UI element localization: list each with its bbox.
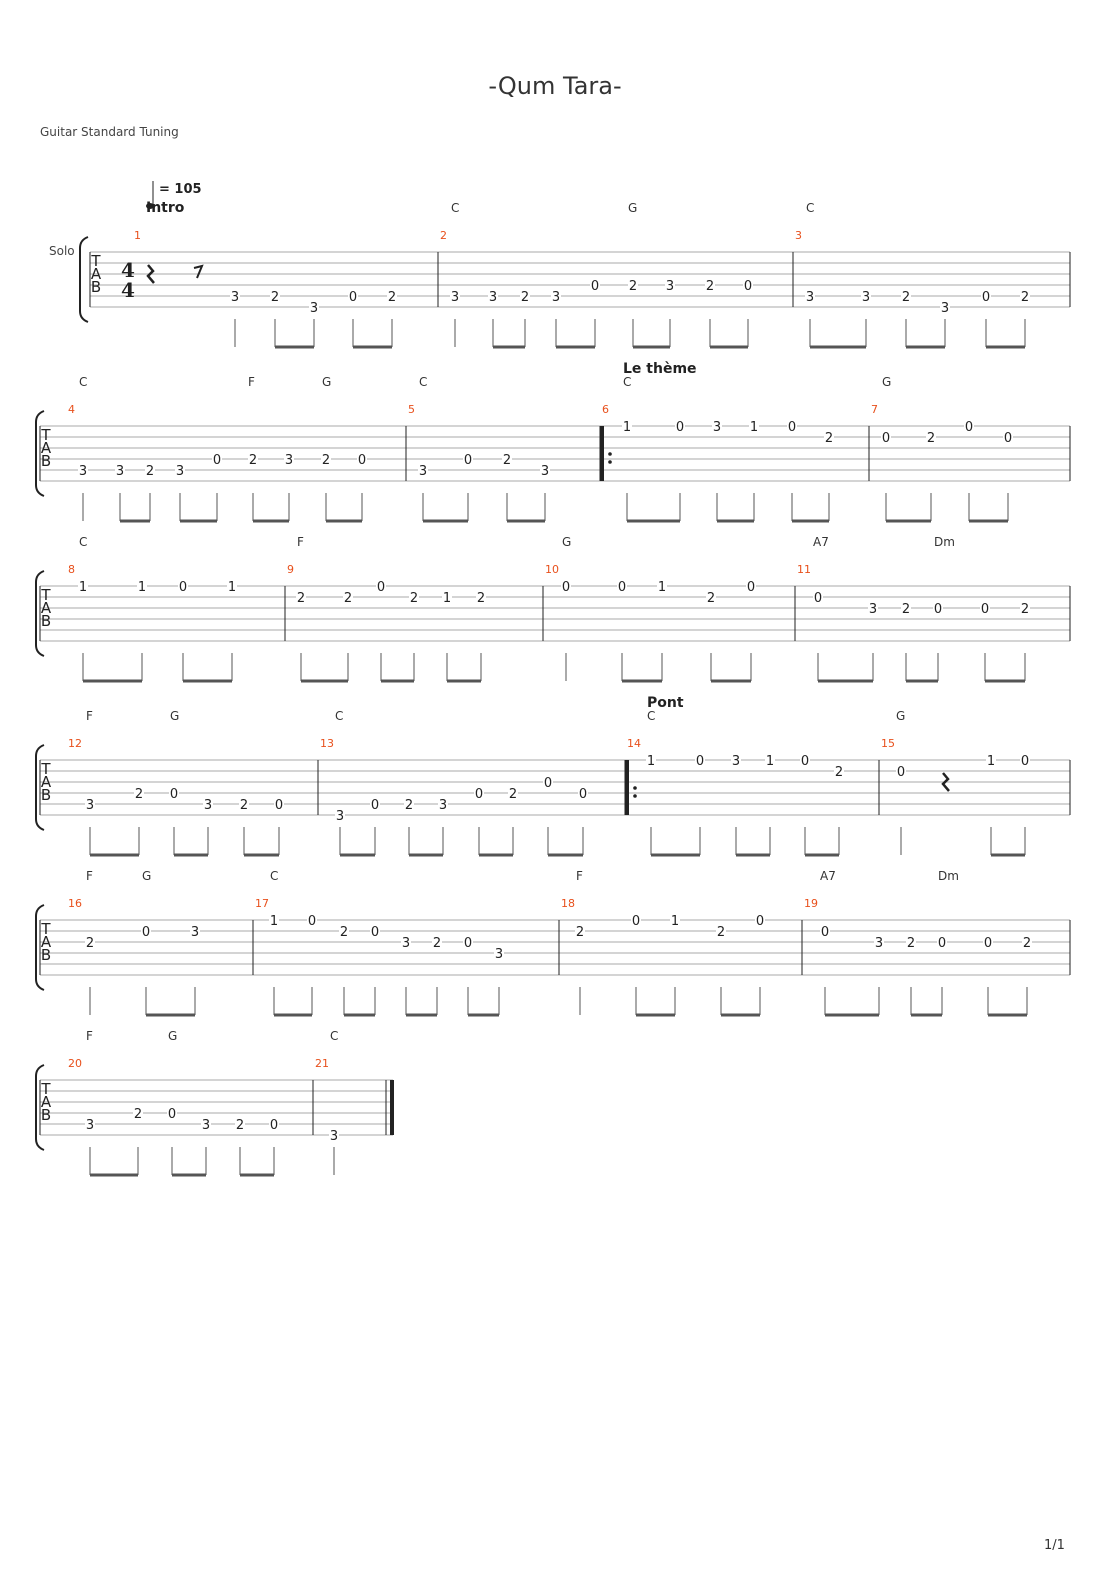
fret-number: 2: [133, 1107, 143, 1122]
fret-number: 2: [706, 591, 716, 606]
fret-number: 0: [755, 914, 765, 929]
fret-number: 2: [1022, 936, 1032, 951]
bar-number: 1: [134, 229, 141, 242]
fret-number: 3: [805, 290, 815, 305]
fret-number: 2: [85, 936, 95, 951]
fret-number: 0: [169, 787, 179, 802]
bar-number: 2: [440, 229, 447, 242]
chord-name: C: [623, 375, 632, 389]
fret-number: 3: [230, 290, 240, 305]
chord-name: G: [562, 535, 572, 549]
fret-number: 1: [986, 754, 996, 769]
fret-number: 0: [743, 279, 753, 294]
chord-name: C: [806, 201, 815, 215]
fret-number: 0: [964, 420, 974, 435]
fret-number: 2: [409, 591, 419, 606]
tab-clef-letter: B: [40, 946, 52, 964]
system-bracket: [80, 237, 88, 322]
tab-clef-letter: B: [40, 452, 52, 470]
time-signature-top: 4: [121, 258, 135, 282]
chord-name: Dm: [938, 869, 959, 883]
fret-number: 2: [145, 464, 155, 479]
fret-number: 0: [370, 798, 380, 813]
chord-name: F: [86, 869, 93, 883]
repeat-dot: [633, 786, 637, 790]
fret-number: 3: [861, 290, 871, 305]
fret-number: 1: [622, 420, 632, 435]
chord-name: A7: [813, 535, 829, 549]
fret-number: 3: [450, 290, 460, 305]
fret-number: 0: [746, 580, 756, 595]
bar-number: 14: [627, 737, 641, 750]
fret-number: 3: [868, 602, 878, 617]
fret-number: 0: [212, 453, 222, 468]
chord-name: C: [79, 535, 88, 549]
fret-number: 3: [731, 754, 741, 769]
tab-clef-letter: T: [41, 586, 51, 604]
fret-number: 0: [675, 420, 685, 435]
chord-name: C: [419, 375, 428, 389]
fret-number: 0: [376, 580, 386, 595]
track-name: Solo: [49, 244, 75, 258]
fret-number: 3: [438, 798, 448, 813]
chord-name: F: [248, 375, 255, 389]
tab-clef-letter: A: [40, 933, 52, 951]
bar-number: 15: [881, 737, 895, 750]
bar-number: 7: [871, 403, 878, 416]
fret-number: 0: [787, 420, 797, 435]
fret-number: 3: [201, 1118, 211, 1133]
bar-number: 13: [320, 737, 334, 750]
bar-number: 5: [408, 403, 415, 416]
fret-number: 1: [765, 754, 775, 769]
fret-number: 0: [178, 580, 188, 595]
bar-number: 8: [68, 563, 75, 576]
repeat-dot: [608, 460, 612, 464]
fret-number: 2: [476, 591, 486, 606]
fret-number: 1: [78, 580, 88, 595]
fret-number: 0: [590, 279, 600, 294]
fret-number: 3: [940, 301, 950, 316]
fret-number: 0: [141, 925, 151, 940]
bar-number: 10: [545, 563, 559, 576]
fret-number: 2: [628, 279, 638, 294]
bar-number: 18: [561, 897, 575, 910]
chord-name: F: [86, 1029, 93, 1043]
fret-number: 3: [203, 798, 213, 813]
fret-number: 2: [906, 936, 916, 951]
fret-number: 3: [418, 464, 428, 479]
fret-number: 1: [646, 754, 656, 769]
fret-number: 0: [813, 591, 823, 606]
fret-number: 1: [657, 580, 667, 595]
tab-clef-letter: A: [40, 1093, 52, 1111]
tempo-label: = 105: [159, 182, 202, 197]
fret-number: 2: [901, 290, 911, 305]
tuning-label: Guitar Standard Tuning: [40, 125, 179, 139]
repeat-dot: [633, 794, 637, 798]
fret-number: 1: [137, 580, 147, 595]
fret-number: 2: [716, 925, 726, 940]
bar-number: 3: [795, 229, 802, 242]
chord-name: G: [322, 375, 332, 389]
section-label: Intro: [146, 200, 185, 216]
tab-clef-letter: T: [41, 760, 51, 778]
fret-number: 3: [488, 290, 498, 305]
tab-clef-letter: A: [40, 439, 52, 457]
fret-number: 1: [442, 591, 452, 606]
fret-number: 3: [551, 290, 561, 305]
bar-number: 19: [804, 897, 818, 910]
fret-number: 0: [307, 914, 317, 929]
fret-number: 0: [167, 1107, 177, 1122]
chord-name: G: [628, 201, 638, 215]
fret-number: 0: [1020, 754, 1030, 769]
fret-number: 1: [227, 580, 237, 595]
fret-number: 3: [175, 464, 185, 479]
chord-name: C: [270, 869, 279, 883]
tab-clef-letter: A: [90, 265, 102, 283]
fret-number: 3: [665, 279, 675, 294]
fret-number: 0: [695, 754, 705, 769]
fret-number: 0: [820, 925, 830, 940]
fret-number: 2: [520, 290, 530, 305]
fret-number: 0: [896, 765, 906, 780]
chord-name: C: [79, 375, 88, 389]
fret-number: 2: [339, 925, 349, 940]
fret-number: 3: [712, 420, 722, 435]
fret-number: 2: [824, 431, 834, 446]
tab-clef-letter: T: [91, 252, 101, 270]
fret-number: 0: [578, 787, 588, 802]
fret-number: 0: [370, 925, 380, 940]
chord-name: F: [576, 869, 583, 883]
fret-number: 2: [508, 787, 518, 802]
bar-number: 9: [287, 563, 294, 576]
fret-number: 0: [881, 431, 891, 446]
fret-number: 0: [463, 936, 473, 951]
fret-number: 2: [134, 787, 144, 802]
chord-name: G: [882, 375, 892, 389]
bar-number: 4: [68, 403, 75, 416]
fret-number: 2: [1020, 290, 1030, 305]
fret-number: 0: [800, 754, 810, 769]
tab-clef-letter: A: [40, 773, 52, 791]
fret-number: 2: [834, 765, 844, 780]
fret-number: 0: [1003, 431, 1013, 446]
chord-name: G: [170, 709, 180, 723]
tab-clef-letter: B: [40, 1106, 52, 1124]
fret-number: 0: [357, 453, 367, 468]
chord-name: G: [142, 869, 152, 883]
fret-number: 3: [284, 453, 294, 468]
fret-number: 0: [463, 453, 473, 468]
chord-name: A7: [820, 869, 836, 883]
fret-number: 0: [269, 1118, 279, 1133]
fret-number: 3: [540, 464, 550, 479]
fret-number: 0: [933, 602, 943, 617]
tab-clef-letter: B: [90, 278, 102, 296]
fret-number: 3: [494, 947, 504, 962]
bar-number: 11: [797, 563, 811, 576]
chord-name: G: [896, 709, 906, 723]
fret-number: 0: [981, 290, 991, 305]
fret-number: 2: [1020, 602, 1030, 617]
fret-number: 3: [85, 798, 95, 813]
fret-number: 1: [670, 914, 680, 929]
repeat-dot: [608, 452, 612, 456]
tab-clef-letter: T: [41, 1080, 51, 1098]
fret-number: 1: [749, 420, 759, 435]
song-title: -Qum Tara-: [488, 72, 622, 100]
fret-number: 2: [248, 453, 258, 468]
bar-number: 6: [602, 403, 609, 416]
fret-number: 2: [404, 798, 414, 813]
fret-number: 3: [309, 301, 319, 316]
fret-number: 2: [270, 290, 280, 305]
fret-number: 3: [115, 464, 125, 479]
fret-number: 3: [874, 936, 884, 951]
page-number: 1/1: [1044, 1538, 1065, 1553]
chord-name: F: [86, 709, 93, 723]
fret-number: 2: [575, 925, 585, 940]
chord-name: C: [335, 709, 344, 723]
fret-number: 0: [980, 602, 990, 617]
fret-number: 3: [335, 809, 345, 824]
fret-number: 0: [348, 290, 358, 305]
fret-number: 2: [235, 1118, 245, 1133]
bar-number: 16: [68, 897, 82, 910]
tab-clef-letter: T: [41, 426, 51, 444]
chord-name: C: [451, 201, 460, 215]
fret-number: 3: [85, 1118, 95, 1133]
section-label: Pont: [647, 695, 684, 711]
chord-name: Dm: [934, 535, 955, 549]
fret-number: 2: [432, 936, 442, 951]
tab-clef-letter: A: [40, 599, 52, 617]
fret-number: 0: [561, 580, 571, 595]
fret-number: 3: [78, 464, 88, 479]
fret-number: 3: [190, 925, 200, 940]
section-label: Le thème: [623, 361, 697, 377]
time-signature-bottom: 4: [121, 278, 135, 302]
bar-number: 17: [255, 897, 269, 910]
fret-number: 2: [321, 453, 331, 468]
fret-number: 0: [543, 776, 553, 791]
fret-number: 3: [401, 936, 411, 951]
fret-number: 2: [926, 431, 936, 446]
fret-number: 0: [474, 787, 484, 802]
fret-number: 2: [901, 602, 911, 617]
tab-clef-letter: B: [40, 612, 52, 630]
fret-number: 1: [269, 914, 279, 929]
fret-number: 2: [502, 453, 512, 468]
fret-number: 2: [239, 798, 249, 813]
bar-number: 12: [68, 737, 82, 750]
chord-name: G: [168, 1029, 178, 1043]
bar-number: 21: [315, 1057, 329, 1070]
bar-number: 20: [68, 1057, 82, 1070]
fret-number: 0: [937, 936, 947, 951]
fret-number: 2: [296, 591, 306, 606]
tab-clef-letter: T: [41, 920, 51, 938]
fret-number: 0: [617, 580, 627, 595]
fret-number: 3: [329, 1129, 339, 1144]
fret-number: 2: [343, 591, 353, 606]
fret-number: 2: [705, 279, 715, 294]
fret-number: 2: [387, 290, 397, 305]
chord-name: F: [297, 535, 304, 549]
fret-number: 0: [983, 936, 993, 951]
eighth-rest: [194, 266, 202, 278]
fret-number: 0: [274, 798, 284, 813]
tab-clef-letter: B: [40, 786, 52, 804]
chord-name: C: [647, 709, 656, 723]
fret-number: 0: [631, 914, 641, 929]
chord-name: C: [330, 1029, 339, 1043]
